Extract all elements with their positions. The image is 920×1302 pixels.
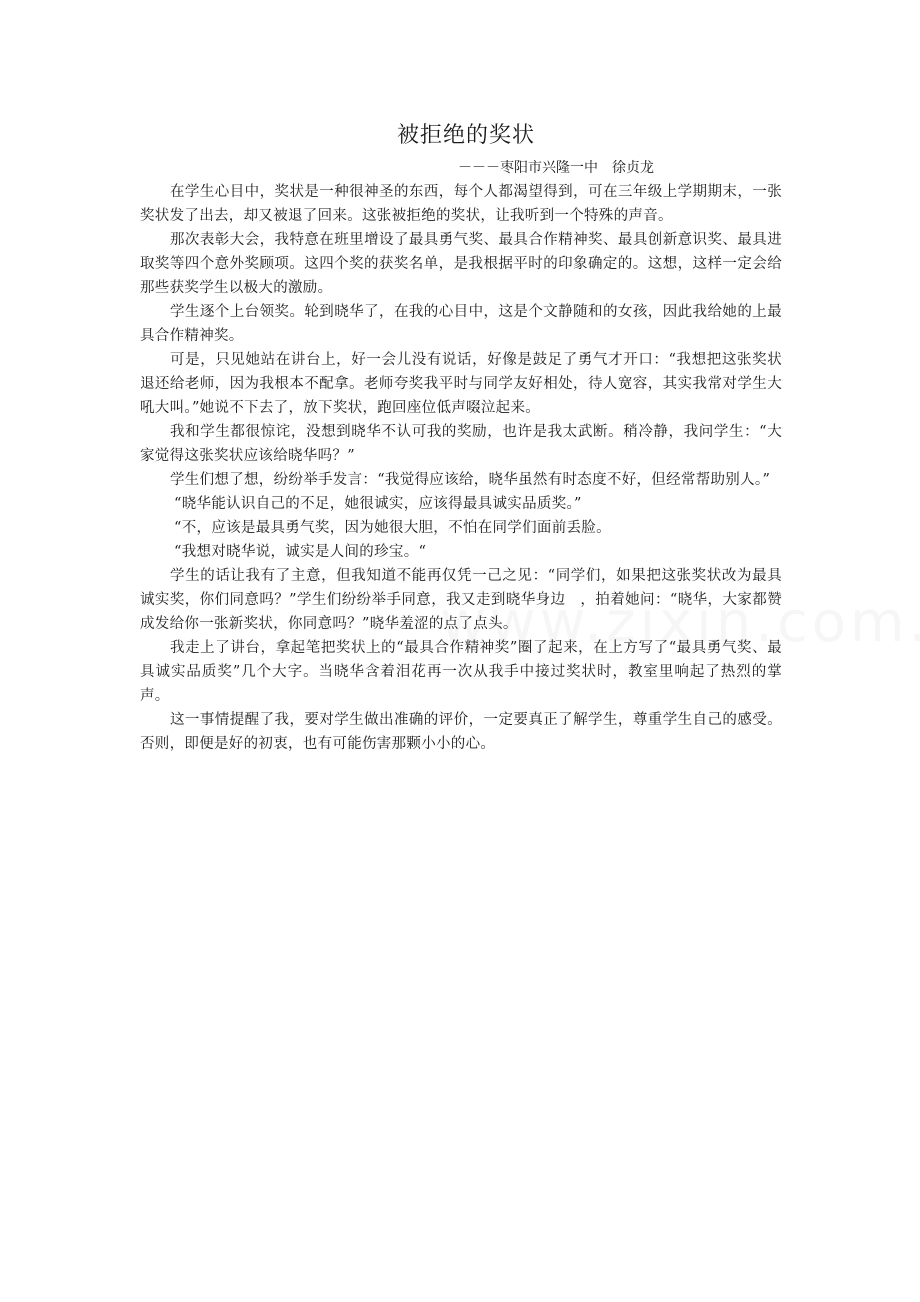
paragraph-11: 我走上了讲台，拿起笔把奖状上的“最具合作精神奖”圈了起来，在上方写了“最具勇气奖、最具诚实品质奖”几个大字。当晓华含着泪花再一次从我手中接过奖状时，教室里响起了热烈的掌声。 bbox=[140, 640, 782, 704]
paragraph-9: “我想对晓华说，诚实是人间的珍宝。“ bbox=[174, 544, 427, 560]
paragraph-12: 这一事情提醒了我，要对学生做出准确的评价，一定要真正了解学生，尊重学生自己的感受。否则，即便是好的初衷，也有可能伤害那颗小小的心。 bbox=[140, 712, 782, 752]
paragraph-3: 学生逐个上台领奖。轮到晓华了，在我的心目中，这是个文静随和的女孩，因此我给她的上最具合作精神奖。 bbox=[140, 304, 782, 344]
document-title: 被拒绝的奖状 bbox=[396, 123, 535, 148]
paragraph-1: 在学生心目中，奖状是一种很神圣的东西，每个人都渴望得到，可在三年级上学期期末，一张奖状发了出去，却又被退了回来。这张被拒绝的奖状，让我听到一个特殊的声音。 bbox=[140, 184, 782, 224]
paragraph-6: 学生们想了想，纷纷举手发言：“我觉得应该给，晓华虽然有时态度不好，但经常帮助别人。” bbox=[170, 472, 771, 488]
paragraph-5: 我和学生都很惊诧，没想到晓华不认可我的奖励，也许是我太武断。稍冷静，我问学生：“大家觉得这张奖状应该给晓华吗？” bbox=[140, 424, 782, 464]
author-line: －－－枣阳市兴隆一中 徐贞龙 bbox=[458, 160, 654, 176]
paragraph-8: “不，应该是最具勇气奖，因为她很大胆，不怕在同学们面前丢脸。 bbox=[174, 520, 611, 536]
paragraph-4: 可是，只见她站在讲台上，好一会儿没有说话，好像是鼓足了勇气才开口：“我想把这张奖状退还给老师，因为我根本不配拿。老师夸奖我平时与同学友好相处，待人宽容，其实我常对学生大吼大叫。”她说不下去了，放下奖状，跑回座位低声啜泣起来。 bbox=[140, 352, 782, 416]
paragraph-2: 那次表彰大会，我特意在班里增设了最具勇气奖、最具合作精神奖、最具创新意识奖、最具进取奖等四个意外奖顾项。这四个奖的获奖名单，是我根据平时的印象确定的。这想，这样一定会给那些获奖学生以极大的激励。 bbox=[140, 232, 782, 296]
paragraph-7: “晓华能认识自己的不足，她很诚实，应该得最具诚实品质奖。” bbox=[174, 496, 582, 512]
document-page bbox=[140, 118, 782, 756]
paragraph-10: 学生的话让我有了主意，但我知道不能再仅凭一己之见：“同学们，如果把这张奖状改为最具诚实奖，你们同意吗？”学生们纷纷举手同意，我又走到晓华身边 ，拍着她问：“晓华，大家都赞成发给你一张新奖状，你同意吗？”晓华羞涩的点了点头。 bbox=[140, 568, 782, 632]
